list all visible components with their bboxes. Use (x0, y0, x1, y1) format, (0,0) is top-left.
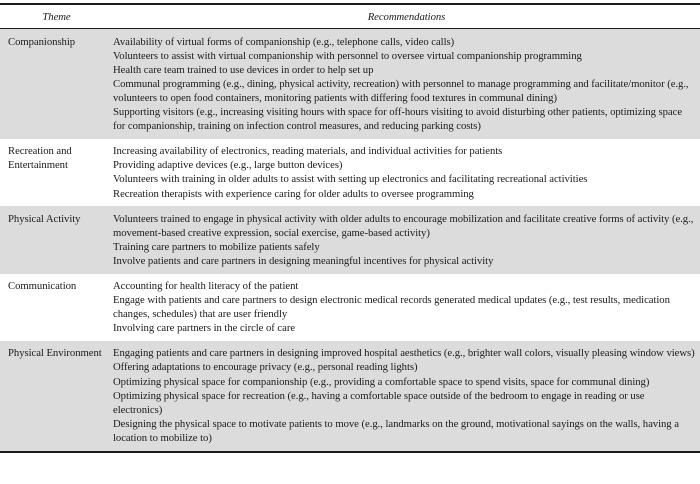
table-row-recreation-and-entertainment (0, 139, 700, 206)
recommendation-item: Volunteers trained to engage in physical activity with older adults to encourage mobilization and facilitate creative forms of activity (e.g., movement-based creative expression, social exercise, game-based activity) (113, 212, 694, 239)
column-header-recommendations: Recommendations (367, 11, 446, 23)
column-header-theme: Theme (42, 11, 71, 23)
recommendation-item: Volunteers to assist with virtual companionship with personnel to oversee virtual companionship programming (113, 49, 582, 62)
recommendation-item: Health care team trained to use devices in order to help set up (113, 63, 374, 76)
recommendations-cell (113, 212, 700, 268)
theme-cell: Companionship (8, 35, 76, 48)
table-row-communication (0, 274, 700, 341)
recommendation-item: Engaging patients and care partners in designing improved hospital aesthetics (e.g., brighter wall colors, visually pleasing window views) (113, 347, 695, 360)
recommendation-item: Offering adaptations to encourage privacy (e.g., personal reading lights) (113, 361, 418, 374)
theme-cell: Physical Environment (8, 347, 102, 360)
recommendations-cell (113, 35, 700, 134)
table-row-companionship (0, 29, 700, 139)
theme-cell: Communication (8, 280, 77, 292)
table-row-physical-environment (0, 341, 700, 451)
recommendations-cell (113, 279, 700, 335)
recommendation-item: Providing adaptive devices (e.g., large button devices) (113, 159, 343, 172)
table-body (0, 29, 700, 450)
recommendation-item: Involving care partners in the circle of care (113, 322, 296, 335)
recommendations-cell (113, 346, 700, 445)
recommendation-item: Supporting visitors (e.g., increasing visiting hours with space for off-hours visiting to avoid disturbing other patients, optimizing space for companionship, training on infection control measures, and reducing parking costs) (113, 106, 683, 133)
table-row-physical-activity (0, 206, 700, 273)
recommendation-item: Involve patients and care partners in designing meaningful incentives for physical activity (113, 254, 494, 267)
recommendation-item: Optimizing physical space for recreation (e.g., having a comfortable space outside of the bedroom to engage in reading or use electronics) (113, 389, 645, 416)
recommendation-item: Recreation therapists with experience caring for older adults to oversee programming (113, 187, 474, 200)
recommendations-table (0, 3, 700, 453)
recommendation-item: Accounting for health literacy of the patient (113, 280, 299, 292)
recommendation-item: Optimizing physical space for companionship (e.g., providing a comfortable space to spend visits, space for communal dining) (113, 375, 650, 388)
recommendation-item: Designing the physical space to motivate patients to move (e.g., landmarks on the ground, motivational sayings on the walls, having a location to mobilize to) (113, 417, 679, 444)
recommendation-item: Availability of virtual forms of companionship (e.g., telephone calls, video calls) (113, 35, 455, 48)
recommendation-item: Training care partners to mobilize patients safely (113, 240, 320, 253)
theme-cell: Recreation and Entertainment (8, 145, 72, 172)
theme-cell: Physical Activity (8, 212, 81, 225)
recommendation-item: Engage with patients and care partners to design electronic medical records generated medical updates (e.g., test results, medication changes, schedules) that are user friendly (113, 294, 670, 321)
recommendation-item: Communal programming (e.g., dining, physical activity, recreation) with personnel to manage programming and facilitate/monitor (e.g., volunteers to open food containers, monitoring patients with differing food textures in communal dining) (113, 77, 689, 104)
recommendations-cell (113, 144, 700, 200)
recommendation-item: Increasing availability of electronics, reading materials, and individual activities for patients (113, 145, 503, 158)
table-header-row (0, 5, 700, 29)
recommendation-item: Volunteers with training in older adults to assist with setting up electronics and facilitating recreational activities (113, 173, 588, 186)
